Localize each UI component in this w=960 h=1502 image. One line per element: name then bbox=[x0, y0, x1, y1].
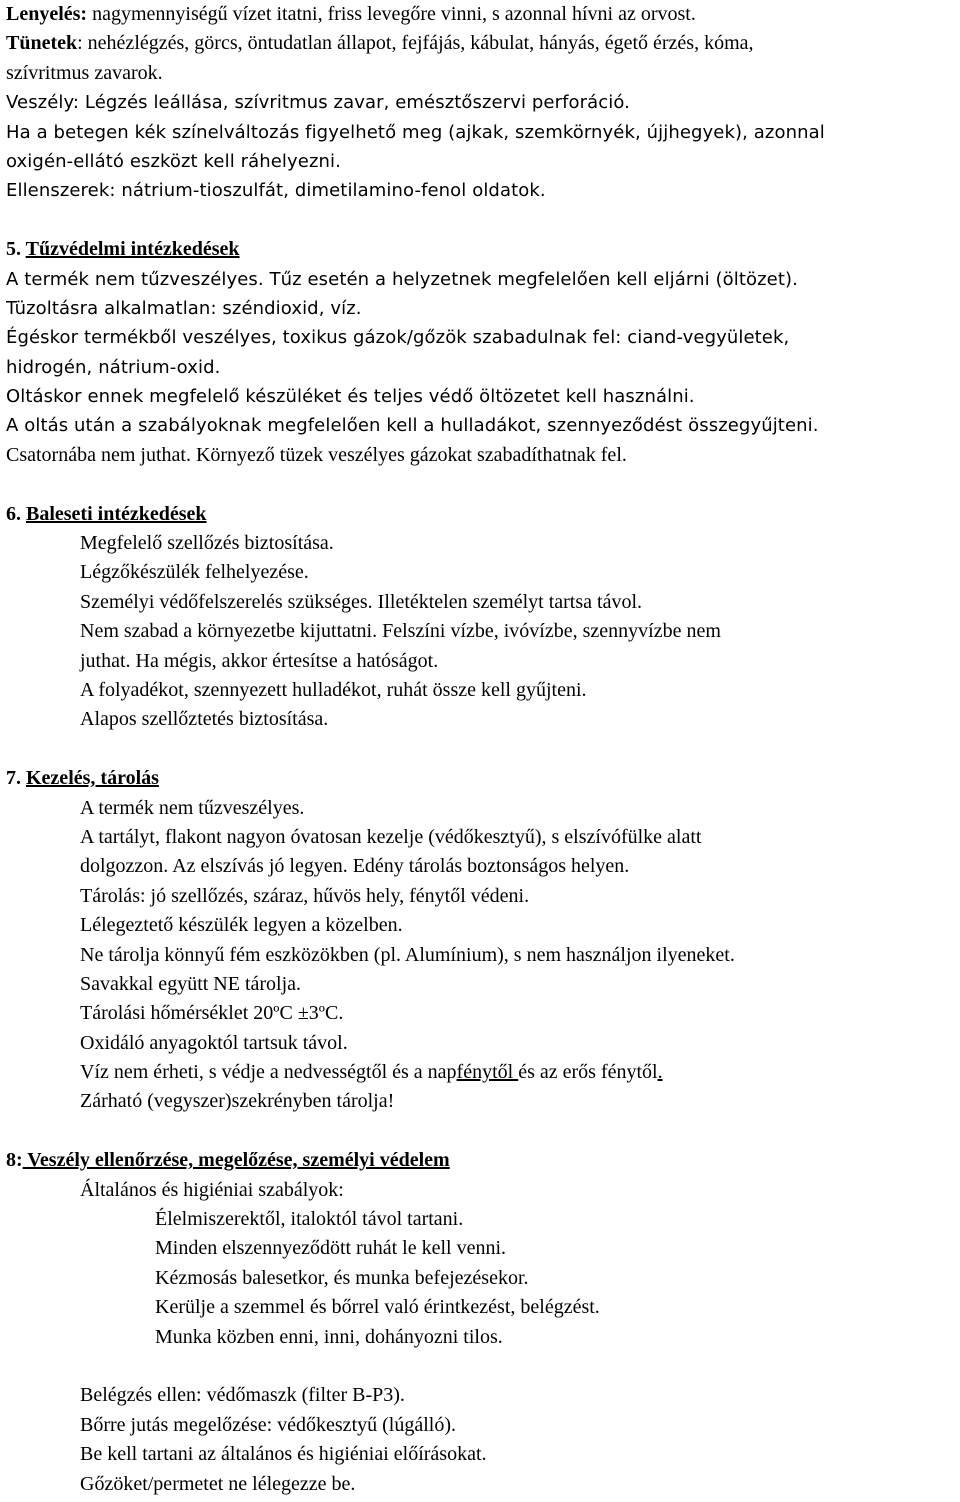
section-6-number: 6. bbox=[6, 502, 21, 525]
s7-line: dolgozzon. Az elszívás jó legyen. Edény tárolás boztonságos helyen. bbox=[80, 855, 630, 878]
s5-line: Oltáskor ennek megfelelő készüléket és teljes védő öltözetet kell használni. bbox=[6, 386, 695, 408]
s6-line: Légzőkészülék felhelyezése. bbox=[80, 561, 309, 584]
water-text-c: és az erős fénytől bbox=[518, 1061, 658, 1084]
cyanosis-line-1: Ha a betegen kék színelváltozás figyelhető meg (ajkak, szemkörnyék, újjhegyek), azonnal bbox=[6, 121, 825, 143]
section-8-heading bbox=[6, 1146, 960, 1175]
symptoms-text: : nehézlégzés, görcs, öntudatlan állapot, fejfájás, kábulat, hányás, égető érzés, kóma, bbox=[77, 32, 754, 55]
section-7-title: Kezelés, tárolás bbox=[26, 767, 159, 790]
s8-rule: Kerülje a szemmel és bőrrel való érintkezést, belégzést. bbox=[155, 1296, 600, 1319]
s8-rule: Kézmosás balesetkor, és munka befejezésekor. bbox=[155, 1266, 529, 1289]
s6-line: Nem szabad a környezetbe kijuttatni. Felszíni vízbe, ivóvízbe, szennyvízbe nem bbox=[80, 620, 721, 643]
section-8-title: Veszély ellenőrzése, megelőzése, személyi védelem bbox=[22, 1149, 450, 1172]
section-6-title: Baleseti intézkedések bbox=[26, 502, 207, 525]
s5-line: A termék nem tűzveszélyes. Tűz esetén a helyzetnek megfelelően kell eljárni (öltözet). bbox=[6, 268, 798, 290]
section-7-number: 7. bbox=[6, 767, 21, 790]
water-text-d: . bbox=[657, 1061, 663, 1084]
s8-protection: Gőzöket/permetet ne lélegezze be. bbox=[80, 1472, 356, 1495]
antidotes-line: Ellenszerek: nátrium-tioszulfát, dimetilamino-fenol oldatok. bbox=[6, 180, 546, 202]
s7-line: Lélegeztető készülék legyen a közelben. bbox=[80, 914, 403, 937]
ingestion-label: Lenyelés: bbox=[6, 3, 88, 25]
s8-rule: Munka közben enni, inni, dohányozni tilos. bbox=[155, 1325, 503, 1348]
water-text-a: Víz nem érheti, s védje a nedvességtől és a nap bbox=[80, 1061, 457, 1084]
ingestion-line bbox=[6, 0, 960, 29]
s7-line: Oxidáló anyagoktól tartsuk távol. bbox=[80, 1031, 348, 1054]
s7-water-line bbox=[6, 1058, 960, 1087]
cyanosis-line-2: oxigén-ellátó eszközt kell ráhelyezni. bbox=[6, 150, 341, 172]
s7-last-line: Zárható (vegyszer)szekrényben tárolja! bbox=[80, 1090, 395, 1113]
s8-protection: Belégzés ellen: védőmaszk (filter B-P3). bbox=[80, 1384, 405, 1407]
s7-line: A termék nem tűzveszélyes. bbox=[80, 796, 305, 819]
s8-protection: Bőrre jutás megelőzése: védőkesztyű (lúgálló). bbox=[80, 1413, 456, 1436]
danger-line: Veszély: Légzés leállása, szívritmus zavar, emésztőszervi perforáció. bbox=[6, 92, 630, 114]
s5-line: A oltás után a szabályoknak megfelelően kell a hulladákot, szennyeződést összegyűjteni. bbox=[6, 415, 819, 437]
symptoms-line bbox=[6, 29, 960, 58]
section-6-heading bbox=[6, 500, 960, 529]
s7-line: A tartályt, flakont nagyon óvatosan kezelje (védőkesztyű), s elszívófülke alatt bbox=[80, 825, 702, 848]
s6-line: A folyadékot, szennyezett hulladékot, ruhát össze kell gyűjteni. bbox=[80, 678, 587, 701]
s7-line: Tárolási hőmérséklet 20ºC ±3ºC. bbox=[80, 1002, 344, 1025]
section-8-number: 8: bbox=[6, 1149, 23, 1172]
symptoms-label: Tünetek bbox=[6, 32, 78, 55]
s5-line: Csatornába nem juthat. Környező tüzek veszélyes gázokat szabadíthatnak fel. bbox=[6, 443, 627, 466]
s6-line: Alapos szellőztetés biztosítása. bbox=[80, 708, 329, 731]
section-5-heading bbox=[6, 235, 960, 264]
water-text-b: fénytől bbox=[456, 1061, 519, 1084]
s5-line: hidrogén, nátrium-oxid. bbox=[6, 356, 221, 378]
s5-line: Égéskor termékből veszélyes, toxikus gázok/gőzök szabadulnak fel: ciand-vegyületek, bbox=[6, 327, 790, 349]
symptoms-cont: szívritmus zavarok. bbox=[6, 61, 163, 84]
s7-line: Savakkal együtt NE tárolja. bbox=[80, 972, 302, 995]
s8-rule: Élelmiszerektől, italoktól távol tartani. bbox=[155, 1208, 464, 1231]
s6-line: juthat. Ha mégis, akkor értesítse a hatóságot. bbox=[80, 649, 439, 672]
s6-line: Személyi védőfelszerelés szükséges. Illetéktelen személyt tartsa távol. bbox=[80, 590, 643, 613]
s7-line: Tárolás: jó szellőzés, száraz, hűvös hely, fénytől védeni. bbox=[80, 884, 530, 907]
section-5-title: Tűzvédelmi intézkedések bbox=[25, 238, 240, 261]
s8-protection: Be kell tartani az általános és higiéniai előírásokat. bbox=[80, 1443, 487, 1466]
s8-general-rules: Általános és higiéniai szabályok: bbox=[80, 1178, 344, 1201]
s7-line: Ne tárolja könnyű fém eszközökben (pl. Alumínium), s nem használjon ilyeneket. bbox=[80, 943, 735, 966]
s8-rule: Minden elszennyeződött ruhát le kell venni. bbox=[155, 1237, 507, 1260]
ingestion-text: nagymennyiségű vízet itatni, friss levegőre vinni, s azonnal hívni az orvost. bbox=[87, 3, 696, 25]
s6-line: Megfelelő szellőzés biztosítása. bbox=[80, 532, 334, 555]
s5-line: Tüzoltásra alkalmatlan: széndioxid, víz. bbox=[6, 297, 362, 319]
section-5-number: 5. bbox=[6, 238, 21, 261]
section-7-heading bbox=[6, 764, 960, 793]
